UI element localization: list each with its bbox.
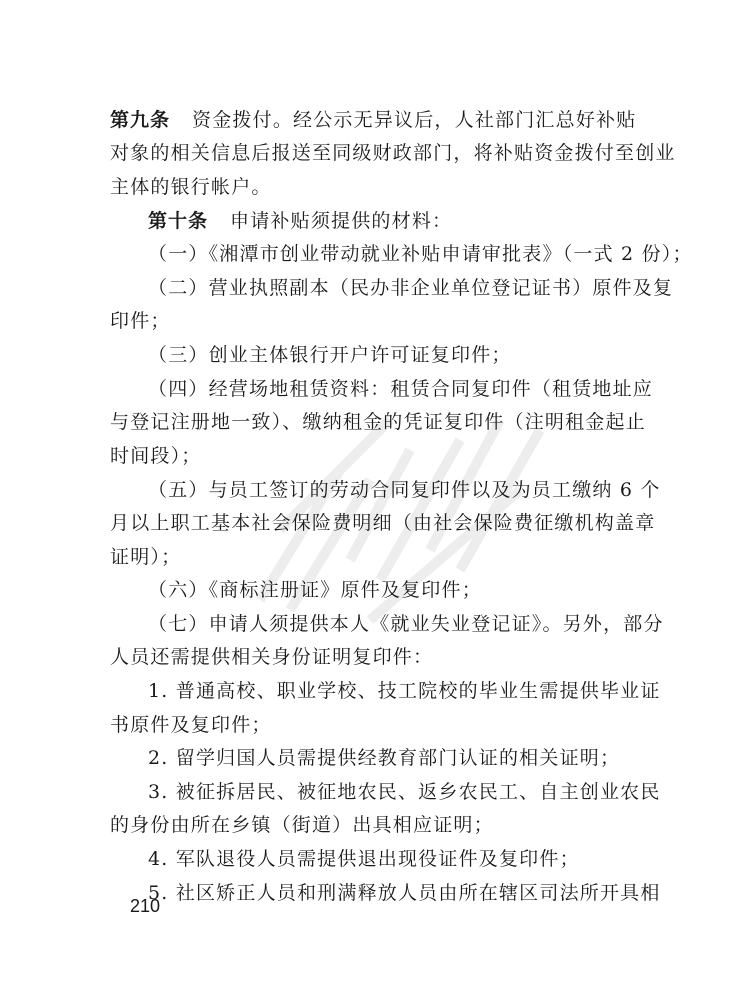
numbered-item: 1. 普通高校、职业学校、技工院校的毕业生需提供毕业证 xyxy=(148,680,661,702)
article-10-line-1: 第十条 申请补贴须提供的材料： xyxy=(148,210,453,232)
list-item: 时间段）； xyxy=(110,445,202,467)
list-item: 与登记注册地一致）、缴纳租金的凭证复印件（注明租金起止 xyxy=(110,411,646,433)
article-10-heading: 第十条 xyxy=(148,210,209,232)
numbered-item: 书原件及复印件； xyxy=(110,714,272,736)
list-item: （二）营业执照副本（民办非企业单位登记证书）原件及复 xyxy=(148,277,674,299)
article-9-line-1: 第九条 资金拨付。经公示无异议后，人社部门汇总好补贴 xyxy=(110,109,637,131)
list-item: （七）申请人须提供本人《就业失业登记证》。另外，部分 xyxy=(148,613,664,635)
list-item: （五）与员工签订的劳动合同复印件以及为员工缴纳 6 个 xyxy=(148,479,661,501)
page-number: 210 xyxy=(130,896,161,916)
article-9-heading: 第九条 xyxy=(110,109,171,131)
list-item: 证明）； xyxy=(110,546,182,568)
list-item: （四）经营场地租赁资料：租赁合同复印件（租赁地址应 xyxy=(148,378,654,400)
list-item: 人员还需提供相关身份证明复印件： xyxy=(110,646,434,668)
article-9-line-3: 主体的银行帐户。 xyxy=(110,176,272,198)
list-item: 月以上职工基本社会保险费明细（由社会保险费征缴机构盖章 xyxy=(110,512,656,534)
list-item: （三）创业主体银行开户许可证复印件； xyxy=(148,344,512,366)
list-item: （六）《商标注册证》原件及复印件； xyxy=(148,579,482,601)
numbered-item: 2. 留学归国人员需提供经教育部门认证的相关证明； xyxy=(148,747,621,769)
numbered-item: 的身份由所在乡镇（街道）出具相应证明； xyxy=(110,814,494,836)
numbered-item: 5. 社区矫正人员和刑满释放人员由所在辖区司法所开具相 xyxy=(148,882,661,904)
article-9-line-2: 对象的相关信息后报送至同级财政部门，将补贴资金拨付至创业 xyxy=(110,142,676,164)
list-item: 印件； xyxy=(110,310,171,332)
numbered-item: 4. 军队退役人员需提供退出现役证件及复印件； xyxy=(148,848,580,870)
numbered-item: 3. 被征拆居民、被征地农民、返乡农民工、自主创业农民 xyxy=(148,781,661,803)
list-item: （一）《湘潭市创业带动就业补贴申请审批表》（一式 2 份）； xyxy=(148,243,693,265)
